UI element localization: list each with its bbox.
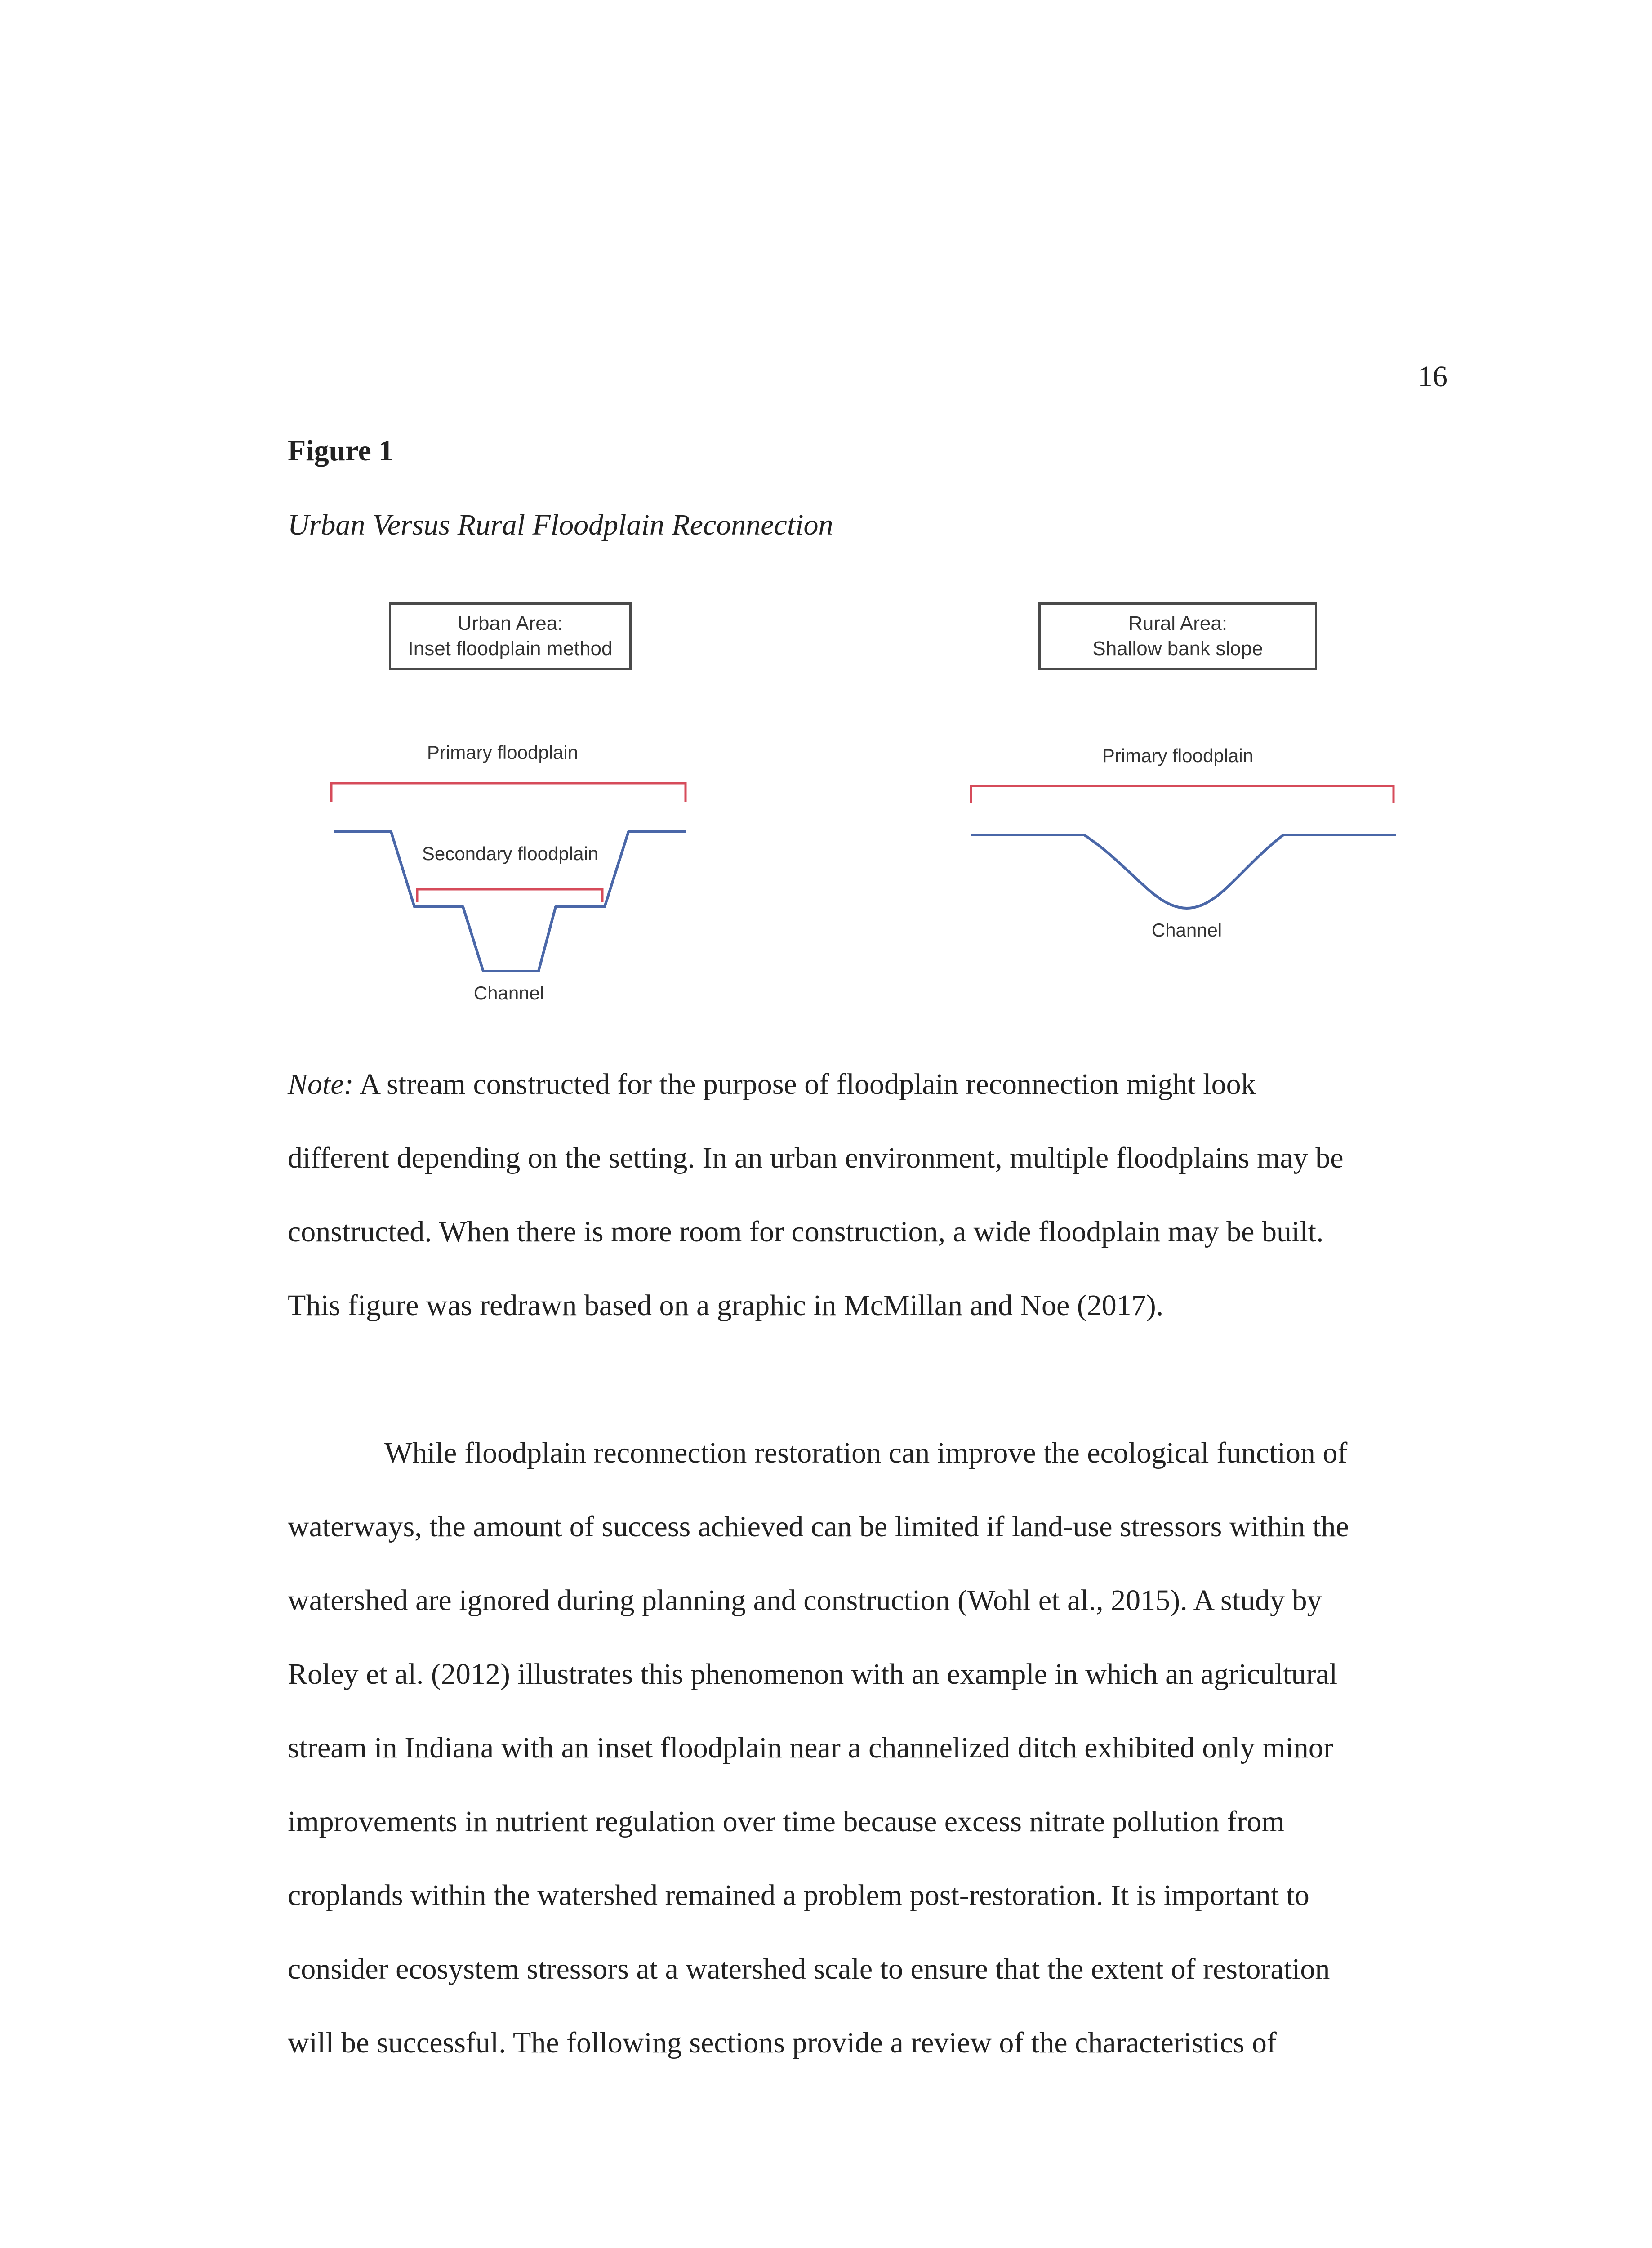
body-line: waterways, the amount of success achieved can be limited if land-use stressors within the — [288, 1510, 1349, 1543]
urban-box-subtitle: Inset floodplain method — [408, 638, 613, 660]
body-line: stream in Indiana with an inset floodplain near a channelized ditch exhibited only minor — [288, 1731, 1333, 1764]
rural-box-subtitle: Shallow bank slope — [1092, 638, 1263, 660]
note-line: constructed. When there is more room for construction, a wide floodplain may be built. — [288, 1215, 1324, 1248]
note-line — [288, 1048, 1438, 1121]
note-line-text: A stream constructed for the purpose of floodplain reconnection might look — [353, 1068, 1256, 1101]
rural-primary-floodplain-label: Primary floodplain — [1102, 745, 1254, 766]
note-line: This figure was redrawn based on a graphic in McMillan and Noe (2017). — [288, 1289, 1164, 1322]
cross-section-drawings — [0, 0, 1652, 1034]
urban-channel-label: Channel — [473, 982, 544, 1004]
floodplain-diagram — [0, 0, 1652, 1034]
figure-label: Figure 1 — [288, 434, 394, 467]
urban-secondary-floodplain-label: Secondary floodplain — [422, 843, 599, 864]
note-line: different depending on the setting. In an urban environment, multiple floodplains may be — [288, 1142, 1344, 1174]
rural-primary-bracket — [971, 786, 1394, 803]
body-line: will be successful. The following sections provide a review of the characteristics of — [288, 2026, 1277, 2059]
body-line: While floodplain reconnection restoration can improve the ecological function of — [384, 1436, 1348, 1469]
figure-title: Urban Versus Rural Floodplain Reconnection — [288, 508, 833, 541]
urban-primary-bracket — [331, 783, 686, 802]
rural-box-title: Rural Area: — [1128, 612, 1228, 634]
figure-note — [288, 1048, 1438, 1343]
urban-box-title: Urban Area: — [457, 612, 563, 634]
body-line: consider ecosystem stressors at a watershed scale to ensure that the extent of restoration — [288, 1953, 1330, 1985]
rural-channel-profile — [971, 835, 1396, 908]
body-paragraph — [288, 1416, 1438, 2080]
note-label: Note: — [288, 1068, 354, 1101]
page-number: 16 — [1418, 360, 1447, 393]
rural-channel-label: Channel — [1151, 919, 1222, 941]
body-line: improvements in nutrient regulation over time because excess nitrate pollution from — [288, 1805, 1285, 1838]
body-line: Roley et al. (2012) illustrates this phenomenon with an example in which an agricultural — [288, 1658, 1338, 1690]
urban-secondary-bracket — [417, 889, 602, 902]
urban-primary-floodplain-label: Primary floodplain — [427, 742, 579, 763]
body-line: watershed are ignored during planning and construction (Wohl et al., 2015). A study by — [288, 1584, 1322, 1617]
body-line: croplands within the watershed remained a problem post-restoration. It is important to — [288, 1879, 1309, 1912]
